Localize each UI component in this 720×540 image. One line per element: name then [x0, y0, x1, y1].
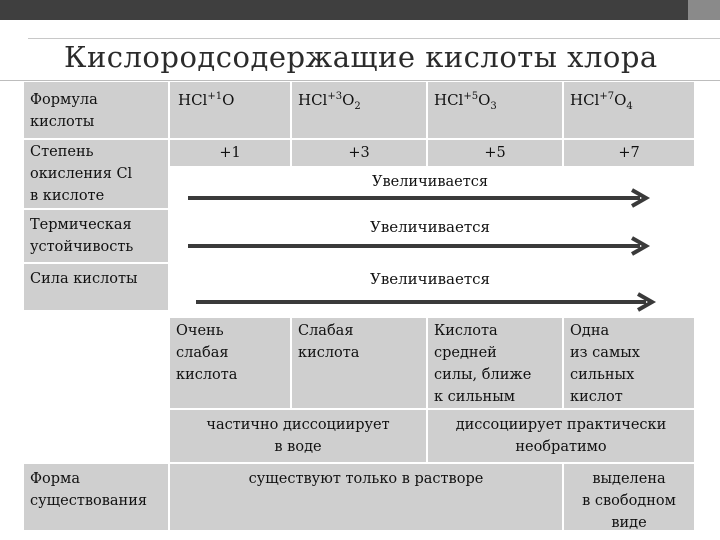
- oxidation-label-line-2: окисления Cl: [30, 166, 133, 182]
- strength-label: Сила кислоты: [30, 271, 138, 287]
- slide-title: Кислородсодержащие кислоты хлора: [64, 40, 658, 74]
- trend-strength-label: Увеличивается: [369, 270, 491, 288]
- acid-3-rest: O: [478, 91, 491, 109]
- existence-free-line-2: в свободном: [582, 493, 676, 509]
- acid-2-ox: +3: [327, 91, 343, 102]
- acid-3-ox: +5: [463, 91, 479, 102]
- acid-2-sub: 2: [354, 101, 361, 112]
- strength-desc-4-line-3: сильных: [570, 367, 635, 383]
- arrow-stability: [188, 238, 646, 254]
- existence-free-line-1: выделена: [592, 471, 666, 487]
- oxidation-state-4: +7: [618, 145, 640, 161]
- strength-desc-3-line-3: силы, ближе: [434, 367, 532, 383]
- dissociation-full-line-2: необратимо: [515, 439, 607, 455]
- dissociation-partial-line-2: в воде: [274, 439, 322, 455]
- existence-free-line-3: виде: [611, 515, 647, 531]
- acid-4-base: HCl: [570, 91, 600, 109]
- strength-desc-3-line-4: к сильным: [434, 389, 516, 405]
- strength-desc-2-line-1: Слабая: [298, 323, 354, 339]
- arrow-oxidation: [188, 190, 646, 206]
- acid-1-base: HCl: [178, 91, 208, 109]
- stability-label-line-2: устойчивость: [30, 239, 134, 255]
- strength-desc-2-line-2: кислота: [298, 345, 360, 361]
- strength-desc-1-line-2: слабая: [176, 345, 229, 361]
- strength-desc-4-line-2: из самых: [570, 345, 640, 361]
- oxidation-label-line-1: Степень: [30, 144, 94, 160]
- acid-2-base: HCl: [298, 91, 328, 109]
- trend-stability-label: Увеличивается: [369, 218, 491, 236]
- stability-label-line-1: Термическая: [30, 217, 132, 233]
- acid-2-rest: O: [342, 91, 355, 109]
- strength-desc-1-line-1: Очень: [176, 323, 224, 339]
- strength-desc-4-line-1: Одна: [570, 323, 610, 339]
- acid-4-rest: O: [614, 91, 627, 109]
- strength-desc-3-line-1: Кислота: [434, 323, 498, 339]
- dissociation-partial-line-1: частично диссоциирует: [206, 417, 390, 433]
- formula-label-line-1: Формула: [30, 92, 98, 108]
- oxidation-label-line-3: в кислоте: [30, 188, 105, 204]
- strength-desc-3-line-2: средней: [434, 345, 497, 361]
- oxidation-state-2: +3: [348, 145, 370, 161]
- trend-oxidation-label: Увеличивается: [371, 174, 489, 190]
- acid-3-sub: 3: [490, 101, 497, 112]
- acid-4-ox: +7: [599, 91, 615, 102]
- existence-label-line-1: Форма: [30, 471, 80, 487]
- formula-label-line-2: кислоты: [30, 114, 95, 130]
- acid-3-base: HCl: [434, 91, 464, 109]
- arrow-strength: [196, 294, 652, 310]
- acid-4-sub: 4: [626, 101, 633, 112]
- acid-1-rest: O: [222, 91, 235, 109]
- acid-1-ox: +1: [207, 91, 223, 102]
- strength-desc-1-line-3: кислота: [176, 367, 238, 383]
- strength-desc-4-line-4: кислот: [570, 389, 623, 405]
- existence-solution-only: существуют только в растворе: [248, 471, 484, 487]
- dissociation-full-line-1: диссоциирует практически: [455, 417, 667, 433]
- oxidation-state-1: +1: [219, 145, 241, 161]
- oxidation-state-3: +5: [484, 145, 506, 161]
- existence-label-line-2: существования: [30, 493, 148, 509]
